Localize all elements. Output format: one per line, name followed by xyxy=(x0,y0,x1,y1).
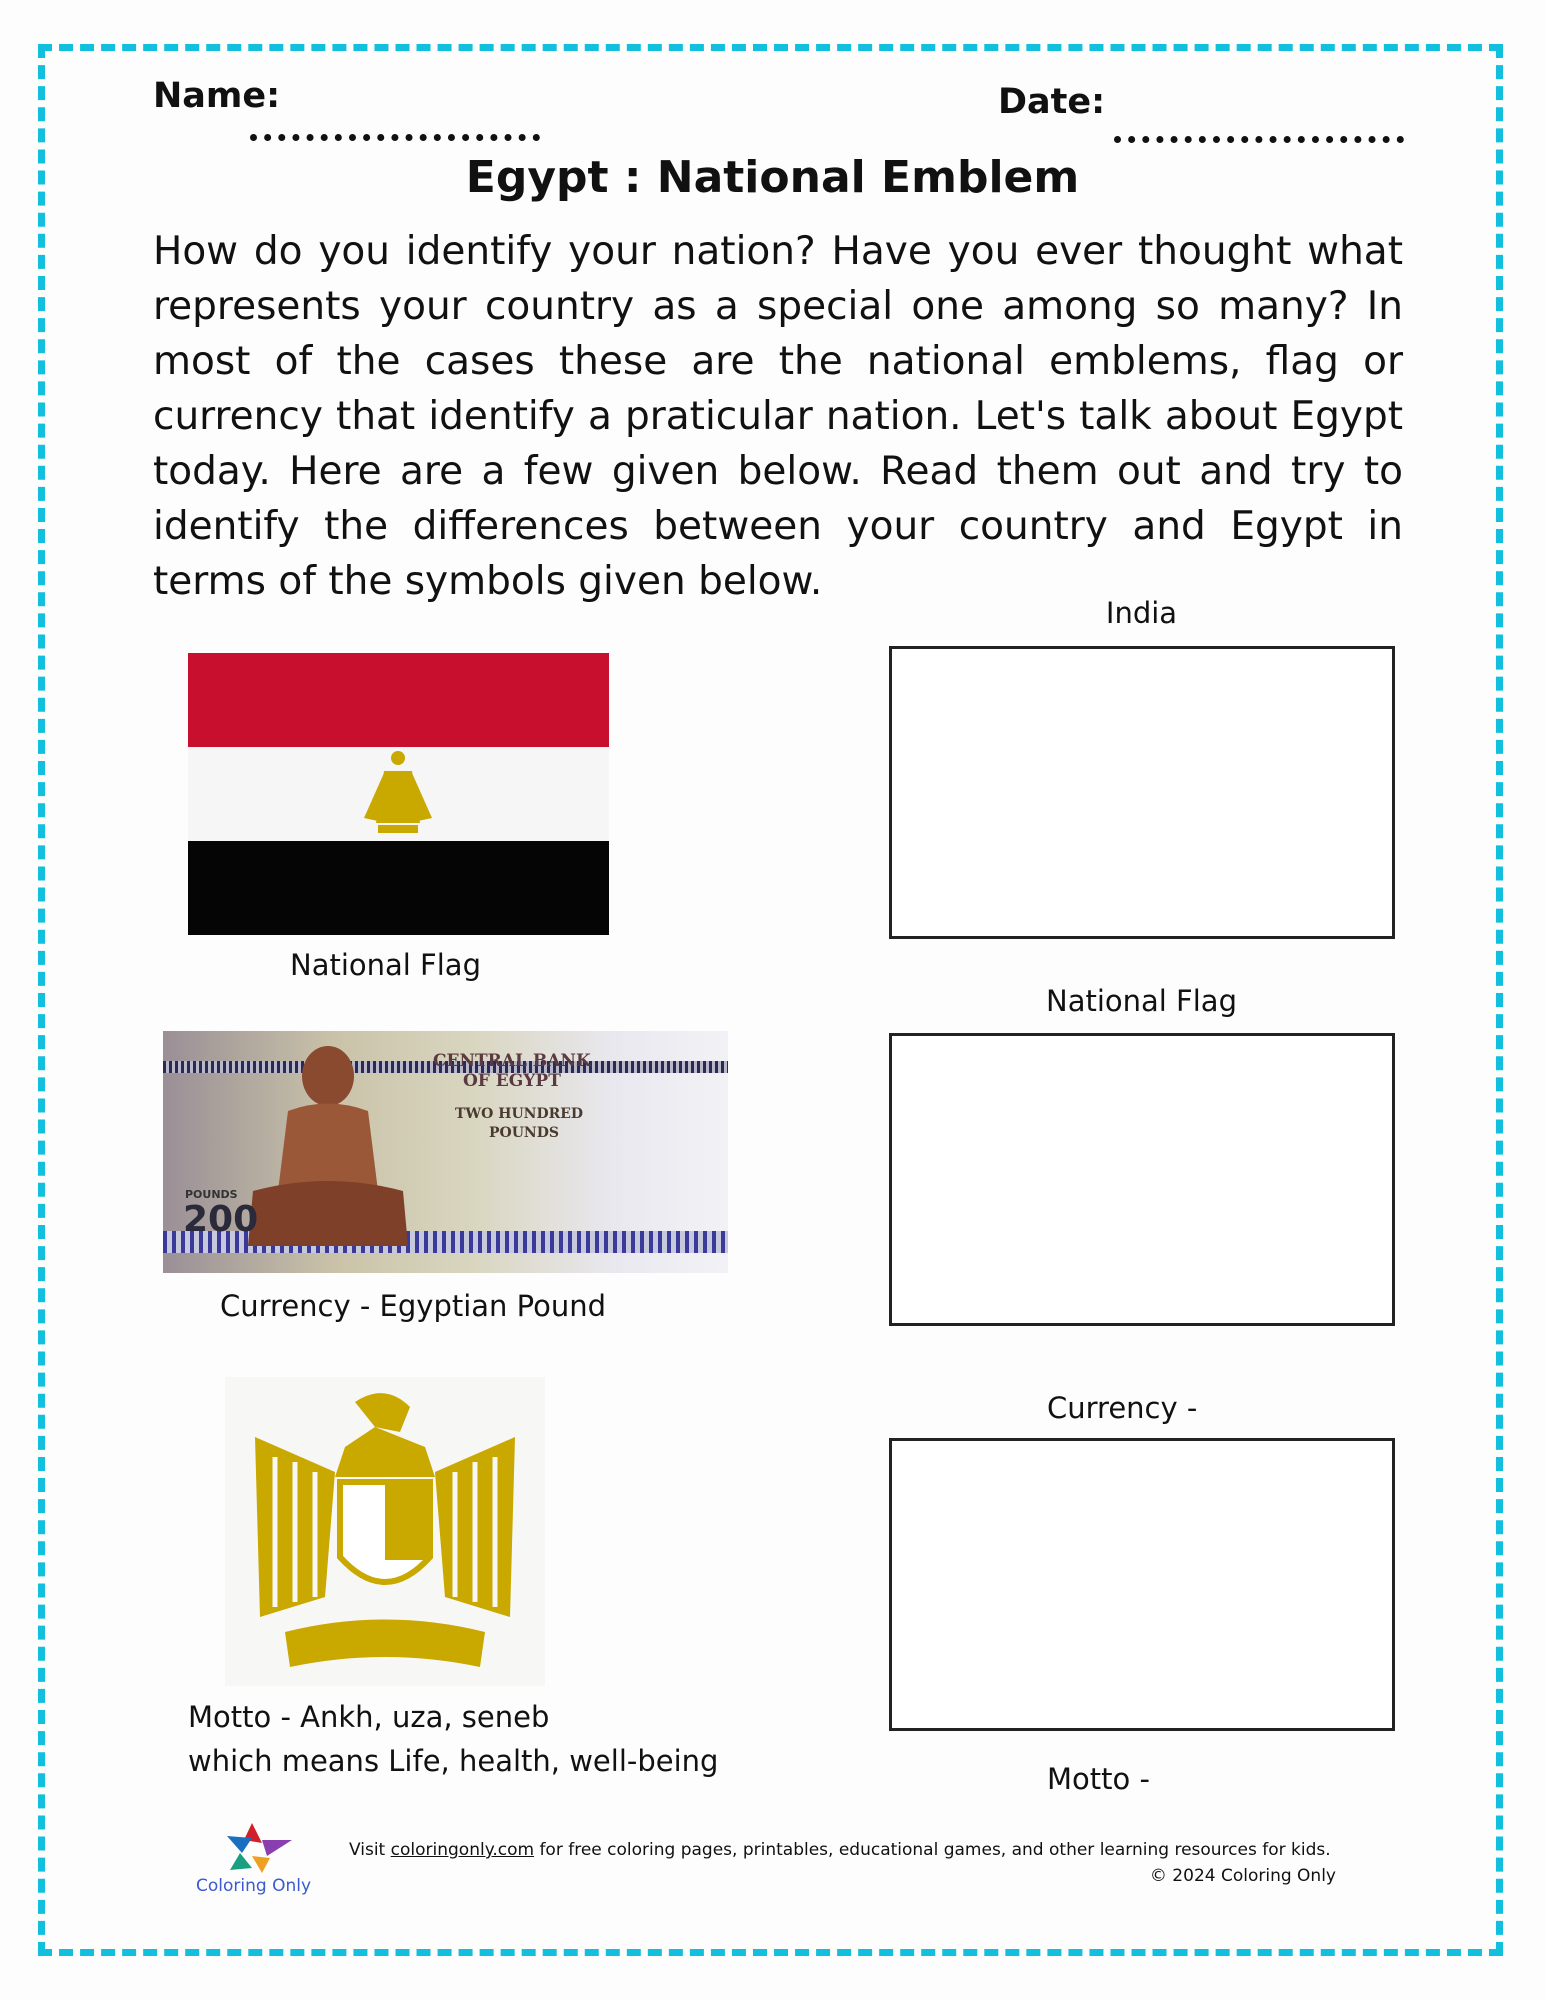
footer-text xyxy=(349,1840,1331,1860)
seated-scribe-statue xyxy=(243,1041,413,1266)
footer-visit: Visit xyxy=(349,1840,391,1860)
footer-rest: for free coloring pages, printables, educational games, and other learning resources for kids. xyxy=(534,1840,1331,1860)
banknote-image xyxy=(163,1031,728,1273)
flag-drawing-box[interactable] xyxy=(889,646,1395,939)
logo-text: Coloring Only xyxy=(196,1876,312,1896)
currency-caption: Currency - Egyptian Pound xyxy=(220,1289,607,1323)
banknote-amount-words: TWO HUNDRED xyxy=(455,1106,584,1122)
coloring-only-logo-icon xyxy=(222,1818,302,1873)
banknote-value: 200 xyxy=(183,1199,259,1240)
date-label: Date: xyxy=(998,82,1106,122)
banknote-pounds-text: POUNDS xyxy=(489,1125,559,1141)
banknote-pounds-small: POUNDS xyxy=(185,1188,238,1201)
egypt-flag-image xyxy=(188,653,609,935)
name-label: Name: xyxy=(153,76,281,116)
compare-flag-caption: National Flag xyxy=(1046,984,1237,1018)
flag-red-stripe xyxy=(188,653,609,747)
currency-drawing-box[interactable] xyxy=(889,1033,1395,1326)
banknote-of-egypt-text: OF EGYPT xyxy=(463,1071,561,1091)
name-field[interactable] xyxy=(250,134,540,141)
flag-black-stripe xyxy=(188,841,609,935)
banknote-bank-text: CENTRAL BANK xyxy=(433,1051,591,1071)
compare-country-label: India xyxy=(1105,596,1178,630)
compare-motto-caption: Motto - xyxy=(1047,1762,1150,1796)
egypt-flag-caption: National Flag xyxy=(290,948,481,982)
date-field[interactable] xyxy=(1114,136,1404,143)
motto-line-2: which means Life, health, well-being xyxy=(188,1744,719,1778)
compare-currency-caption: Currency - xyxy=(1047,1391,1198,1425)
coloringonly-link[interactable]: coloringonly.com xyxy=(390,1840,535,1860)
page-title: Egypt : National Emblem xyxy=(465,152,1080,203)
motto-line-1: Motto - Ankh, uza, seneb xyxy=(188,1700,550,1734)
motto-drawing-box[interactable] xyxy=(889,1438,1395,1731)
copyright: © 2024 Coloring Only xyxy=(1149,1866,1336,1886)
intro-paragraph: How do you identify your nation? Have you ever thought what represents your country as a special one among so many? In most of the cases these are the national emblems, flag or currency that identify a praticular nation. Let's talk about Egypt today. Here are a few given below. Read them out and try to identify the differences between your country and Egypt in terms of the symbols given below. xyxy=(153,229,1403,604)
eagle-of-saladin-emblem xyxy=(225,1377,545,1686)
